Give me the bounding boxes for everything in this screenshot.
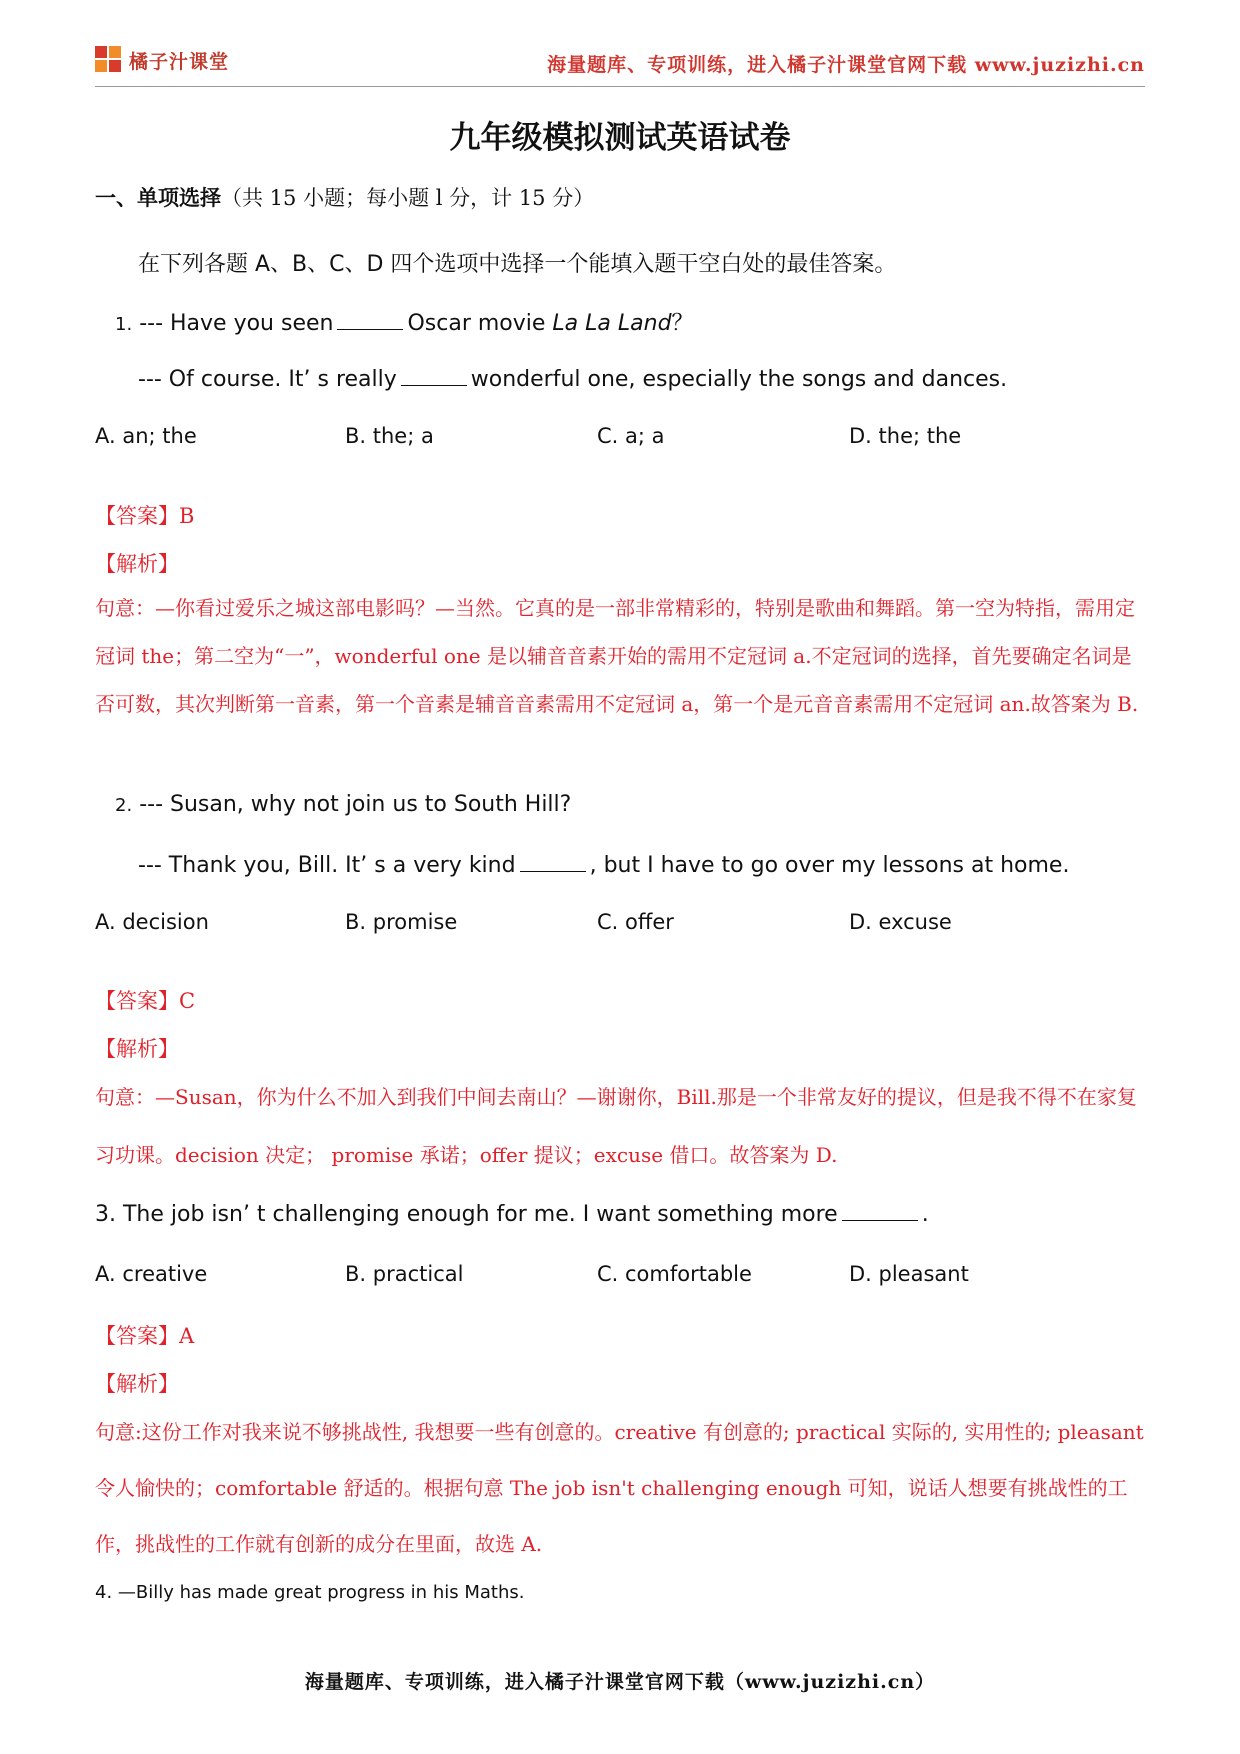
q3-stem bbox=[95, 1200, 929, 1227]
q3-analysis: 句意:这份工作对我来说不够挑战性, 我想要一些有创意的。creative 有创意的; practical 实际的, 实用性的; pleasant 令人愉快的；comfortable 舒适的。根据句意 The job isn't challenging enough 可知，说话人想要有挑战性的工作，挑战性的工作就有创新的成分在里面，故选 A. bbox=[95, 1420, 1144, 1556]
q2-stem-line1 bbox=[115, 792, 571, 817]
section-instruction: 在下列各题 A、B、C、D 四个选项中选择一个能填入题干空白处的最佳答案。 bbox=[138, 252, 897, 277]
q3-option-c: C. comfortable bbox=[597, 1262, 752, 1286]
q2-blank bbox=[520, 851, 586, 872]
page-footer: 海量题库、专项训练，进入橘子汁课堂官网下载（www.juzizhi.cn） bbox=[304, 1671, 936, 1693]
q1-text-a: --- Have you seen bbox=[139, 311, 334, 336]
q3-option-a: A. creative bbox=[95, 1262, 208, 1286]
q2-stem-line2 bbox=[138, 851, 1069, 878]
section-label: 一、单项选择 bbox=[95, 185, 221, 210]
logo-text: 橘子汁课堂 bbox=[129, 50, 230, 73]
q2-number: 2. bbox=[115, 795, 133, 816]
logo-icon bbox=[95, 46, 123, 74]
q2-option-a: A. decision bbox=[95, 910, 209, 934]
q1-option-b: B. the; a bbox=[345, 424, 434, 448]
q1-option-a: A. an; the bbox=[95, 424, 197, 448]
q2-analysis: 句意：—Susan，你为什么不加入到我们中间去南山？—谢谢你，Bill.那是一个非常友好的提议，但是我不得不在家复习功课。decision 决定； promise 承诺；offer 提议；excuse 借口。故答案为 D. bbox=[95, 1085, 1137, 1167]
q1-movie-title: La La Land bbox=[552, 311, 672, 336]
page-header bbox=[95, 42, 1145, 87]
q2-text-a: --- Susan, why not join us to South Hill? bbox=[139, 792, 572, 817]
q1-option-c: C. a; a bbox=[597, 424, 665, 448]
q3-text-a: 3. The job isn’ t challenging enough for me. I want something more bbox=[95, 1202, 838, 1227]
page-title: 九年级模拟测试英语试卷 bbox=[449, 120, 791, 156]
logo bbox=[95, 46, 229, 74]
header-slogan: 海量题库、专项训练，进入橘子汁课堂官网下载 www.juzizhi.cn bbox=[547, 54, 1145, 76]
q1-blank-1 bbox=[337, 309, 403, 330]
q2-option-c: C. offer bbox=[597, 910, 674, 934]
q1-text-e: wonderful one, especially the songs and dances. bbox=[470, 367, 1008, 392]
q2-text-c: , but I have to go over my lessons at home. bbox=[589, 853, 1070, 878]
q1-stem-line2 bbox=[138, 365, 1007, 392]
q3-text-b: . bbox=[921, 1202, 929, 1227]
q1-text-d: --- Of course. It’ s really bbox=[138, 367, 397, 392]
q3-answer: 【答案】A bbox=[95, 1324, 195, 1348]
q1-analysis: 句意：—你看过爱乐之城这部电影吗？—当然。它真的是一部非常精彩的，特别是歌曲和舞蹈。第一空为特指，需用定冠词 the；第二空为“一”，wonderful one 是以辅音音素开始的需用不定冠词 a.不定冠词的选择，首先要确定名词是否可数，其次判断第一音素，第一个音素是辅音音素需用不定冠词 a，第一个是元音音素需用不定冠词 an.故答案为 B. bbox=[95, 596, 1139, 716]
q3-analysis-label: 【解析】 bbox=[95, 1372, 179, 1396]
q1-text-c: ？ bbox=[671, 311, 694, 336]
q1-answer: 【答案】B bbox=[95, 504, 195, 528]
q2-analysis-label: 【解析】 bbox=[95, 1037, 179, 1061]
q1-text-b: Oscar movie bbox=[407, 311, 546, 336]
q2-option-b: B. promise bbox=[345, 910, 458, 934]
q1-analysis-label: 【解析】 bbox=[95, 552, 179, 576]
section-note: （共 15 小题；每小题 l 分，计 15 分） bbox=[221, 186, 595, 210]
q4-stem: 4. —Billy has made great progress in his Maths. bbox=[95, 1582, 525, 1603]
q1-number: 1. bbox=[115, 314, 133, 335]
q3-option-d: D. pleasant bbox=[849, 1262, 969, 1286]
q2-option-d: D. excuse bbox=[849, 910, 952, 934]
q1-option-d: D. the; the bbox=[849, 424, 962, 448]
q3-option-b: B. practical bbox=[345, 1262, 464, 1286]
q1-stem-line1 bbox=[115, 306, 694, 337]
q2-answer: 【答案】C bbox=[95, 989, 196, 1013]
q3-blank bbox=[842, 1200, 918, 1221]
section-heading bbox=[95, 182, 594, 212]
q1-blank-2 bbox=[401, 365, 467, 386]
q2-text-b: --- Thank you, Bill. It’ s a very kind bbox=[138, 853, 516, 878]
